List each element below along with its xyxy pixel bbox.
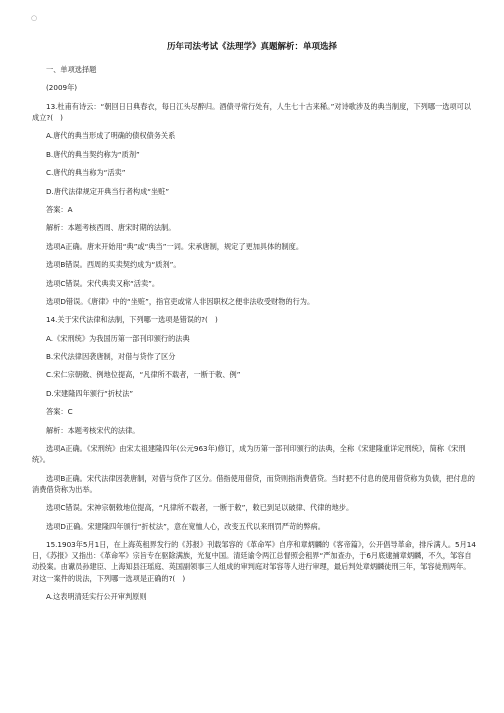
q13-analysis-d: 选项D错误。《唐律》中的“坐赃”，指官吏或常人非因职权之便非法收受财物的行为。	[46, 296, 315, 306]
q14-option-b: B.宋代法律因袭唐制，对借与贷作了区分	[46, 352, 176, 362]
q13-option-b: B.唐代的典当契约称为“质剂”	[46, 149, 140, 159]
section-heading: 一、单项选择题	[46, 65, 97, 74]
q13-analysis-b: 选项B错误。西周的买卖契约成为“质剂”。	[46, 260, 181, 270]
q13-option-a: A.唐代的典当形成了明确的债权债务关系	[46, 131, 176, 141]
q14-analysis-d: 选项D正确。宋建隆四年颁行“折杖法”，意在宽恤人心，改变五代以来刑罚严苛的弊病。	[46, 521, 325, 531]
question-13: 13.杜甫有诗云：“朝回日日典春衣，每日江头尽醉归。酒债寻常行处有，人生七十古来稀。”对诗歌涉及的典当制度，下列哪一选项可以成立?( )	[32, 101, 471, 122]
q13-analysis-a: 选项A正确。唐末开始用“典”或“典当”一词。宋承唐制，规定了更加具体的制度。	[46, 241, 304, 251]
q14-analysis-a: 选项A正确。《宋刑统》由宋太祖建隆四年(公元963年)修订，成为历第一部刊印颁行的法典，全称《宋建隆重详定刑统》，简称《宋刑统》。	[32, 444, 466, 465]
document-title: 历年司法考试《法理学》真题解析：单项选择	[166, 42, 337, 52]
question-15: 15.1903年5月1日，在上海英租界发行的《苏报》刊载邹容的《革命军》自序和章炳麟的《客帝篇》，公开倡导革命，排斥满人。5月14日，《苏报》又指出：《革命军》宗旨专在驱除满族，光复中国。清廷谕令两江总督照会租界“严加查办，于6月底逮捕章炳麟，不久，邹容自动投案。由谳员孙建臣、上海知县汪瑶庭、英国副领事三人组成的审判庭对邹容等人进行审理，最后判处章炳麟徒刑三年，邹容徒刑两年。对这一案件的说法，下列哪一选项是正确的?( )	[32, 539, 476, 583]
q13-analysis-c: 选项C错误。宋代典卖又称“活卖”。	[46, 278, 160, 288]
year-label: (2009年)	[46, 83, 78, 93]
q14-option-c: C.宋仁宗朝敕、例地位提高，“凡律所不载者，一断于敕、例”	[46, 370, 241, 380]
q13-option-d: D.唐代法律规定开典当行者构成“坐赃”	[46, 186, 170, 196]
q13-analysis: 解析：本题考核西周、唐宋时期的法制。	[46, 223, 176, 233]
q13-answer: 答案：A	[46, 204, 73, 214]
q14-analysis: 解析：本题考核宋代的法律。	[46, 425, 140, 435]
q14-option-a: A.《宋刑统》为我国历第一部刊印颁行的法典	[46, 333, 190, 343]
question-14: 14.关于宋代法律和法制，下列哪一选项是错误的?( )	[46, 315, 218, 325]
q14-answer: 答案：C	[46, 407, 73, 417]
page-marker: ○	[31, 14, 38, 22]
q14-analysis-b: 选项B正确。宋代法律因袭唐制，对借与贷作了区分。借指使用借贷，而贷则指消费借贷。当时把不付息的使用借贷称为负债，把付息的消费借贷称为出举。	[32, 473, 475, 494]
document-body	[32, 64, 476, 602]
q14-option-d: D.宋建隆四年颁行“折杖法”	[46, 388, 134, 398]
q13-option-c: C.唐代的典当称为“活卖”	[46, 168, 126, 178]
q14-analysis-c: 选项C错误。宋神宗朝敕地位提高，“凡律所不载者，一断于敕”，敕已到足以破律、代律的地步。	[46, 503, 354, 513]
q15-option-a: A.这表明清廷实行公开审判原则	[46, 591, 147, 601]
